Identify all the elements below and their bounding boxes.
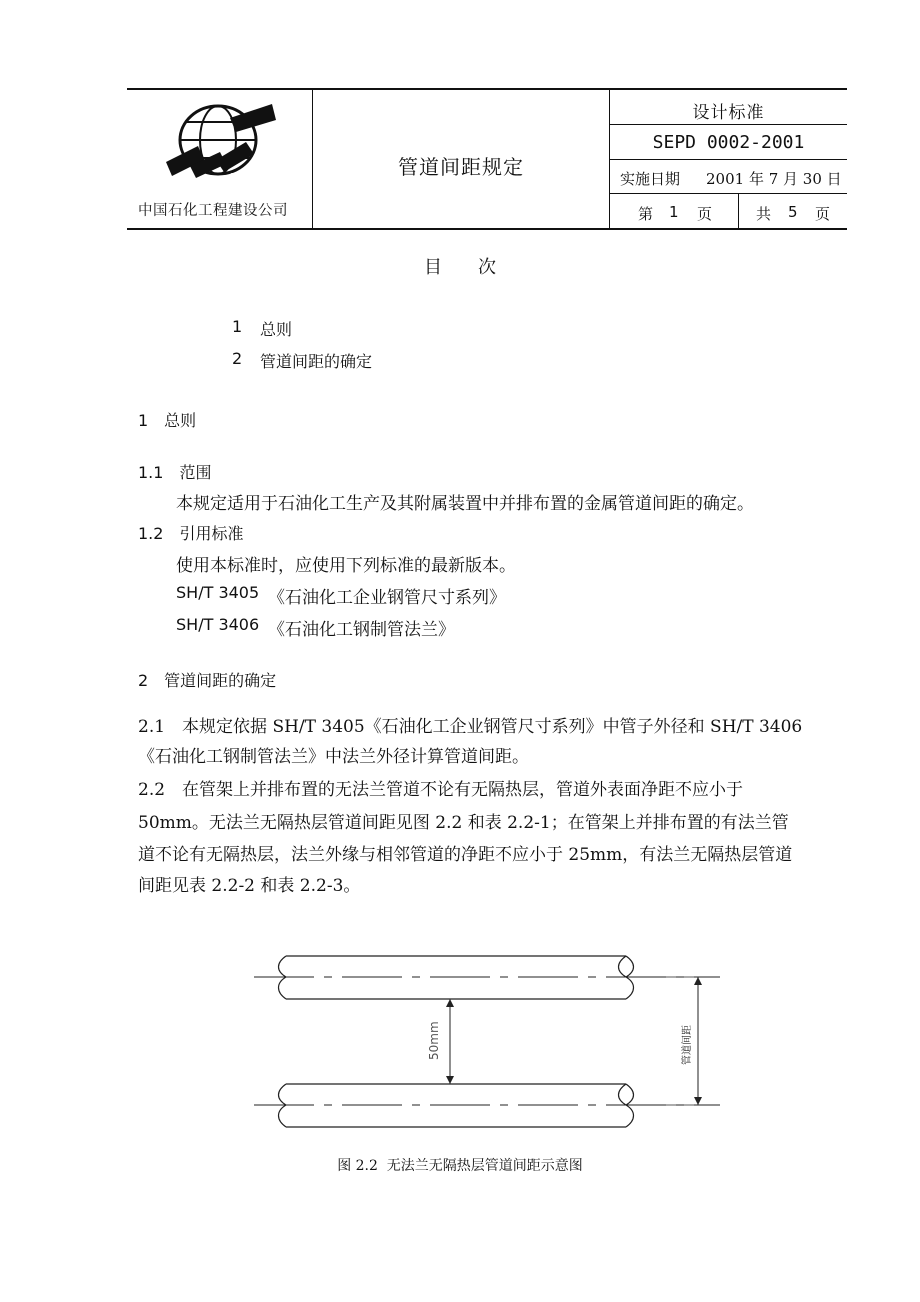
- section11-text: 本规定适用于石油化工生产及其附属装置中并排布置的金属管道间距的确定。: [176, 494, 754, 514]
- para-2-2-line-2: 50mm。无法兰无隔热层管道间距见图 2.2 和表 2.2-1；在管架上并排布置的有法兰管: [138, 813, 789, 833]
- standard-code: SEPD 0002-2001: [652, 132, 805, 153]
- gap-dimension: [427, 999, 454, 1084]
- spacing-label: 管道间距: [682, 1025, 693, 1065]
- page-label-prefix: 第: [638, 205, 654, 223]
- toc-heading: 目 次: [424, 257, 496, 278]
- company-logo: [160, 100, 280, 182]
- section1-heading: 1 总则: [138, 411, 197, 430]
- company-name: 中国石化工程建设公司: [138, 203, 288, 219]
- header-row-rule-3: [610, 193, 847, 194]
- gap-label: 50mm: [427, 1021, 441, 1060]
- bottom-pipe: [254, 1084, 720, 1127]
- page-number: 1: [669, 203, 679, 221]
- section2-heading: 2 管道间距的确定: [138, 671, 277, 690]
- pipe-spacing-figure: [250, 945, 730, 1135]
- toc-item-2-title: 管道间距的确定: [260, 352, 373, 371]
- spacing-dimension: [630, 977, 720, 1105]
- section11-heading: 1.1 范围: [138, 463, 212, 482]
- section12-heading: 1.2 引用标准: [138, 524, 244, 543]
- para-2-1-line-1: 2.1 本规定依据 SH/T 3405《石油化工企业钢管尺寸系列》中管子外径和 SH/T 3406: [138, 717, 803, 737]
- reference-1-title: 《石油化工企业钢管尺寸系列》: [268, 588, 506, 608]
- header-row-rule-1: [610, 124, 847, 125]
- reference-2-code: SH/T 3406: [176, 615, 260, 634]
- total-label-prefix: 共: [756, 205, 772, 223]
- header-row-rule-2: [610, 159, 847, 160]
- header-page-divider: [738, 194, 739, 229]
- section12-text: 使用本标准时，应使用下列标准的最新版本。: [176, 556, 516, 576]
- toc-item-1-title: 总则: [260, 320, 293, 339]
- toc-item-1-num: 1: [232, 317, 243, 336]
- effective-label: 实施日期: [620, 170, 681, 188]
- header-bottom-rule: [127, 228, 847, 230]
- para-2-1-line-2: 《石油化工钢制管法兰》中法兰外径计算管道间距。: [138, 747, 529, 767]
- para-2-2-line-4: 间距见表 2.2-2 和表 2.2-3。: [138, 876, 361, 896]
- total-label-suffix: 页: [815, 205, 831, 223]
- figure-caption: 图 2.2 无法兰无隔热层管道间距示意图: [337, 1158, 583, 1174]
- toc-item-2-num: 2: [232, 349, 243, 368]
- standard-type: 设计标准: [692, 103, 765, 123]
- document-title: 管道间距规定: [398, 155, 524, 179]
- header-top-rule: [127, 88, 847, 90]
- top-pipe: [254, 956, 720, 999]
- reference-2-title: 《石油化工钢制管法兰》: [268, 620, 455, 640]
- total-pages: 5: [788, 203, 798, 221]
- reference-1-code: SH/T 3405: [176, 583, 260, 602]
- para-2-2-line-3: 道不论有无隔热层，法兰外缘与相邻管道的净距不应小于 25mm，有法兰无隔热层管道: [138, 845, 793, 865]
- para-2-2-line-1: 2.2 在管架上并排布置的无法兰管道不论有无隔热层，管道外表面净距不应小于: [138, 780, 744, 800]
- logo-text: SEI SINOPEC: [230, 172, 274, 180]
- page-label-suffix: 页: [697, 205, 713, 223]
- effective-date: 2001 年 7 月 30 日: [706, 170, 842, 188]
